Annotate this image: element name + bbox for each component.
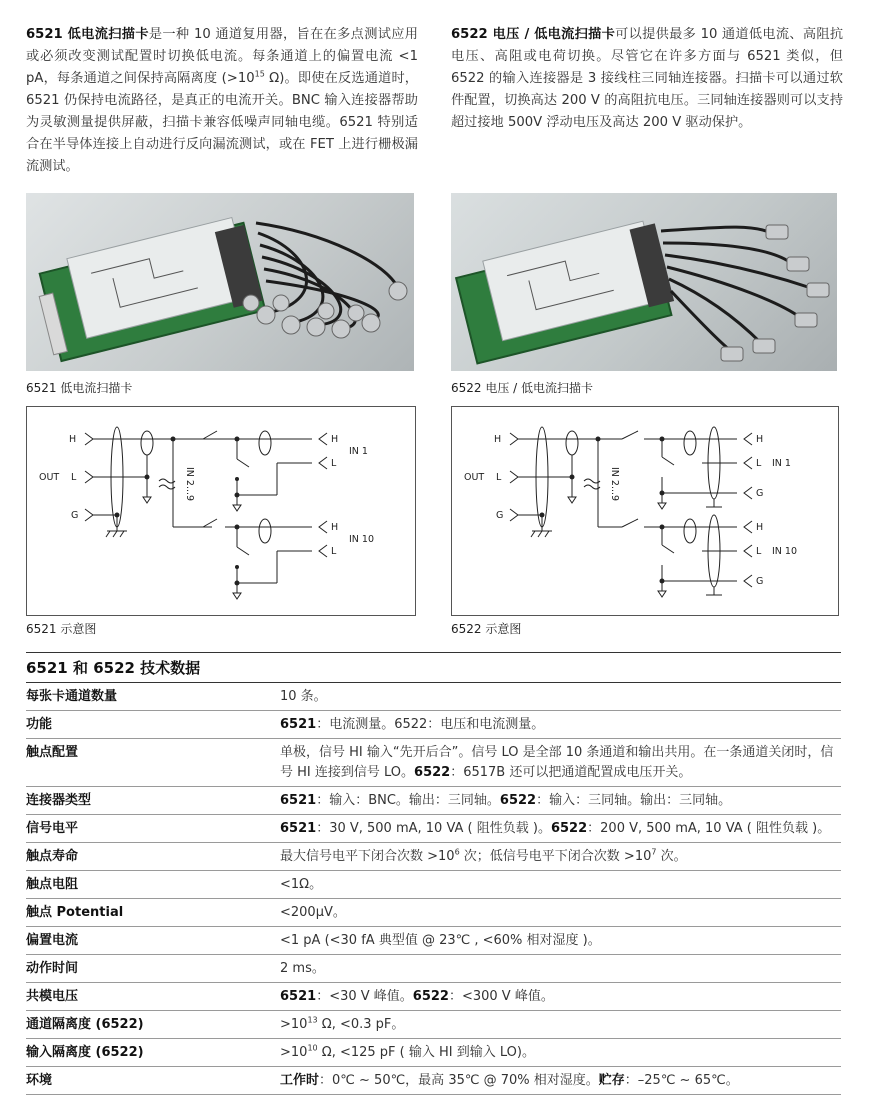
spec-value <box>280 711 841 739</box>
spec-key: 触点配置 <box>26 739 280 787</box>
spec-value-bold: 贮存 <box>598 1073 625 1088</box>
label-h: H <box>69 434 77 445</box>
label-l: L <box>756 458 762 469</box>
label-l: L <box>71 472 77 483</box>
spec-value-sup: 10 <box>307 1043 318 1053</box>
spec-value-text: >10 <box>280 1017 308 1032</box>
spec-key: 每张卡通道数量 <box>26 683 280 711</box>
spec-key: 输入隔离度 (6522) <box>26 1039 280 1067</box>
spec-value <box>280 1067 841 1095</box>
spec-value: <1 pA (<30 fA 典型值 @ 23℃ , <60% 相对湿度 )。 <box>280 927 841 955</box>
spec-value-bold: 6522 <box>499 793 537 808</box>
spec-value-text: ：<300 V 峰值。 <box>448 989 554 1004</box>
label-in1: IN 1 <box>349 446 368 457</box>
spec-value-sup: 7 <box>651 847 657 857</box>
spec-value <box>280 1039 841 1067</box>
spec-key: 动作时间 <box>26 955 280 983</box>
label-in10: IN 10 <box>349 534 375 545</box>
spec-key: 触点寿命 <box>26 843 280 871</box>
intro-6521-title: 6521 低电流扫描卡 <box>26 27 149 42</box>
spec-value-text: Ω, <125 pF ( 输入 HI 到输入 LO)。 <box>317 1045 535 1060</box>
label-l: L <box>756 546 762 557</box>
label-h: H <box>756 434 764 445</box>
spec-key: 共模电压 <box>26 983 280 1011</box>
label-in10: IN 10 <box>772 546 798 557</box>
schematic-6522-caption: 6522 示意图 <box>451 622 522 636</box>
spec-value-text: ：6517B 还可以把通道配置成电压开关。 <box>450 765 692 780</box>
spec-value-text: ：输入：BNC。输出：三同轴。 <box>316 793 500 808</box>
intro-6521-body2: Ω)。即使在反选通道时，6521 仍保持电流路径，是真正的电流开关。BNC 输入连接器帮助为灵敏测量提供屏蔽，扫描卡兼容低噪声同轴电缆。6521 特别适合在半导体连接上自动进行反向漏流测试，或在 FET 上进行栅极漏流测试。 <box>26 71 418 174</box>
schematic-6521 <box>26 406 416 616</box>
photo-6522-caption: 6522 电压 / 低电流扫描卡 <box>451 381 594 395</box>
label-l: L <box>496 472 502 483</box>
label-out: OUT <box>39 472 60 483</box>
spec-row <box>26 1039 841 1067</box>
spec-value: <1Ω。 <box>280 871 841 899</box>
spec-value-text: ：200 V, 500 mA, 10 VA ( 阻性负载 )。 <box>587 821 831 836</box>
spec-value <box>280 843 841 871</box>
photo-6522-card <box>451 193 837 371</box>
spec-value-text: 次；低信号电平下闭合次数 >10 <box>459 849 652 864</box>
spec-value <box>280 815 841 843</box>
label-in1: IN 1 <box>772 458 791 469</box>
spec-key: 触点电阻 <box>26 871 280 899</box>
card-illustration <box>451 193 837 371</box>
label-in2-9: IN 2...9 <box>609 467 620 502</box>
schematic-6522 <box>451 406 839 616</box>
spec-value: 2 ms。 <box>280 955 841 983</box>
spec-key: 通道隔离度 (6522) <box>26 1011 280 1039</box>
spec-value-bold: 6521 <box>280 793 317 808</box>
spec-row <box>26 787 841 815</box>
spec-value-text: ：0℃ ~ 50℃，最高 35℃ @ 70% 相对湿度。 <box>319 1073 599 1088</box>
spec-value <box>280 739 841 787</box>
spec-value <box>280 787 841 815</box>
spec-value-bold: 6521 <box>280 989 317 1004</box>
label-g: G <box>756 576 764 587</box>
spec-value-bold: 工作时 <box>280 1073 320 1088</box>
spec-row <box>26 1011 841 1039</box>
intro-6522 <box>451 24 843 134</box>
spec-row <box>26 871 841 899</box>
label-h: H <box>331 522 339 533</box>
spec-title: 6521 和 6522 技术数据 <box>26 659 201 677</box>
spec-value-text: 单极，信号 HI 输入“先开后合”。信号 LO 是全部 10 条通道和输出共用。在一条通道关闭时，信号 HI 连接到信号 LO。 <box>280 745 834 780</box>
spec-key: 环境 <box>26 1067 280 1095</box>
spec-value-text: 最大信号电平下闭合次数 >10 <box>280 849 455 864</box>
schematic-6521-caption: 6521 示意图 <box>26 622 97 636</box>
label-g: G <box>756 488 764 499</box>
spec-value-text: >10 <box>280 1045 308 1060</box>
card-illustration <box>26 193 414 371</box>
spec-value-text: ：30 V, 500 mA, 10 VA ( 阻性负载 )。 <box>316 821 551 836</box>
photo-6521-caption: 6521 低电流扫描卡 <box>26 381 133 395</box>
intro-6521-body: 是一种 10 通道复用器，旨在在多点测试应用或必须改变测试配置时切换低电流。每条通道上的偏置电流 <1 pA，每条通道之间保持高隔离度 (>10 <box>26 27 418 86</box>
spec-row <box>26 711 841 739</box>
spec-value <box>280 1011 841 1039</box>
label-l: L <box>331 546 337 557</box>
spec-value-text: ：–25℃ ~ 65℃。 <box>624 1073 739 1088</box>
spec-value-text: ：<30 V 峰值。 <box>316 989 413 1004</box>
spec-top-rule <box>26 652 841 653</box>
label-h: H <box>331 434 339 445</box>
spec-row <box>26 1067 841 1095</box>
schematic-6522-diagram <box>452 407 838 615</box>
schematic-6521-diagram <box>27 407 415 615</box>
spec-row <box>26 955 841 983</box>
intro-6521 <box>26 24 418 178</box>
spec-row <box>26 815 841 843</box>
spec-value: 10 条。 <box>280 683 841 711</box>
spec-value-text: 次。 <box>656 849 687 864</box>
label-l: L <box>331 458 337 469</box>
spec-row <box>26 899 841 927</box>
spec-table <box>26 682 841 1095</box>
spec-key: 触点 Potential <box>26 899 280 927</box>
spec-row <box>26 843 841 871</box>
intro-6522-title: 6522 电压 / 低电流扫描卡 <box>451 27 616 42</box>
spec-value-text: ：输入：三同轴。输出：三同轴。 <box>536 793 732 808</box>
spec-value: <200μV。 <box>280 899 841 927</box>
photo-6521-card <box>26 193 414 371</box>
label-in2-9: IN 2...9 <box>184 467 195 502</box>
label-g: G <box>496 510 504 521</box>
spec-key: 偏置电流 <box>26 927 280 955</box>
spec-row <box>26 683 841 711</box>
spec-value <box>280 983 841 1011</box>
spec-row <box>26 927 841 955</box>
intro-6522-body: 可以提供最多 10 通道低电流、高阻抗电压、高阻或电荷切换。尽管它在许多方面与 6521 类似，但 6522 的输入连接器是 3 接线柱三同轴连接器。扫描卡可以通过软件配置，切换高达 200 V 的高阻抗电压。三同轴连接器则可以支持超过接地 500V 浮动电压及高达 200 V 驱动保护。 <box>451 27 844 130</box>
spec-value-bold: 6521 <box>280 821 317 836</box>
spec-value-text: ：电流测量。6522：电压和电流测量。 <box>316 717 545 732</box>
label-h: H <box>756 522 764 533</box>
spec-row <box>26 739 841 787</box>
spec-value-sup: 13 <box>307 1015 318 1025</box>
spec-value-bold: 6522 <box>412 989 449 1004</box>
spec-value-bold: 6522 <box>550 821 588 836</box>
spec-value-bold: 6521 <box>280 717 317 732</box>
label-h: H <box>494 434 502 445</box>
label-g: G <box>71 510 79 521</box>
spec-row <box>26 983 841 1011</box>
spec-key: 连接器类型 <box>26 787 280 815</box>
intro-6521-sup: 15 <box>254 69 265 79</box>
label-out: OUT <box>464 472 485 483</box>
spec-value-bold: 6522 <box>414 765 451 780</box>
spec-key: 功能 <box>26 711 280 739</box>
spec-value-sup: 6 <box>454 847 460 857</box>
spec-value-text: Ω, <0.3 pF。 <box>317 1017 405 1032</box>
spec-key: 信号电平 <box>26 815 280 843</box>
